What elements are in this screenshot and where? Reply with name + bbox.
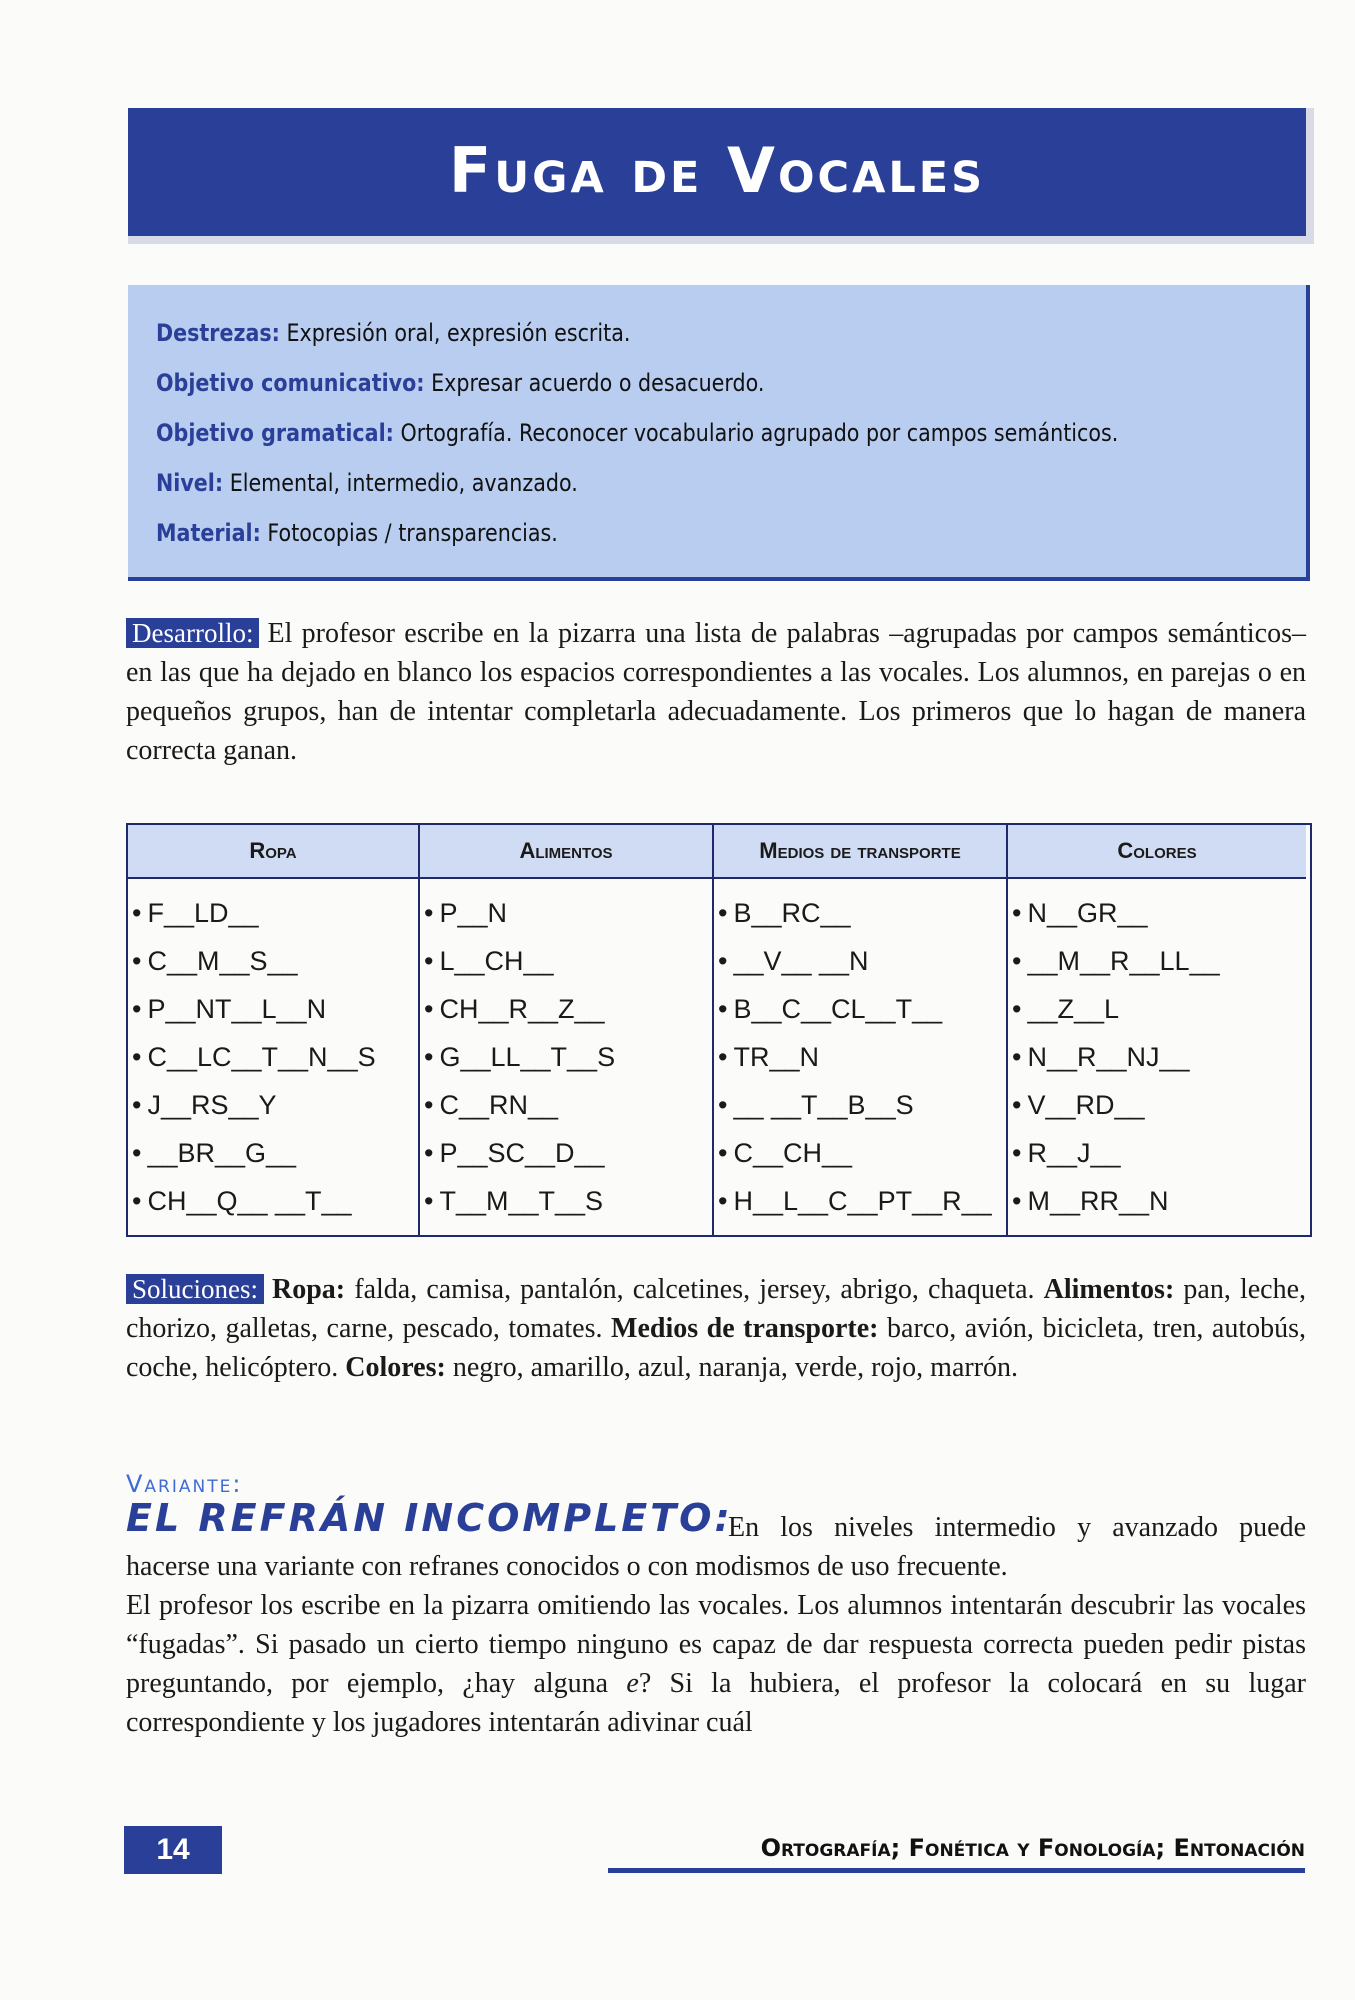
solution-label: Colores: [345, 1352, 446, 1383]
variante-intro [126, 1508, 1306, 1586]
desarrollo-paragraph [126, 614, 1306, 770]
title-banner [128, 108, 1314, 244]
list-item: • G__LL__T__S [424, 1033, 712, 1081]
list-item: • T__M__T__S [424, 1177, 712, 1225]
info-label: Objetivo comunicativo: [156, 369, 425, 397]
footer-rule [608, 1868, 1305, 1873]
info-text: Elemental, intermedio, avanzado. [229, 469, 578, 497]
list-item: • __V__ __N [718, 937, 1006, 985]
list-item: • __ __T__B__S [718, 1081, 1006, 1129]
variante-text: ? Si la hubiera, el profesor la colocará en su lugar correspondiente y los jugadores intentarán adivinar cuál [126, 1668, 1306, 1738]
list-item: • CH__R__Z__ [424, 985, 712, 1033]
list-item: • __BR__G__ [132, 1129, 418, 1177]
variante-intro-text: En los niveles intermedio y avanzado puede hacerse una variante con refranes conocidos o con modismos de uso frecuente. [126, 1512, 1306, 1582]
column-header: Ropa [128, 825, 418, 879]
soluciones-paragraph [126, 1270, 1306, 1387]
solution-label: Medios de transporte: [611, 1313, 879, 1344]
solution-text: falda, camisa, pantalón, calcetines, jersey, abrigo, chaqueta. [354, 1274, 1035, 1305]
word-list [1008, 879, 1306, 1225]
list-item: • J__RS__Y [132, 1081, 418, 1129]
list-item: • P__SC__D__ [424, 1129, 712, 1177]
column-alimentos [420, 825, 714, 1235]
list-item: • C__CH__ [718, 1129, 1006, 1177]
info-label: Material: [156, 519, 261, 547]
info-material [156, 519, 558, 547]
list-item: • L__CH__ [424, 937, 712, 985]
variante-em: e [626, 1668, 639, 1699]
list-item: • V__RD__ [1012, 1081, 1306, 1129]
info-box [128, 285, 1310, 581]
vocabulary-table [126, 823, 1312, 1237]
solution-text: barco, avión, bicicleta, tren, autobús, coche, helicóptero. [126, 1313, 1306, 1383]
list-item: • B__C__CL__T__ [718, 985, 1006, 1033]
desarrollo-text: El profesor escribe en la pizarra una lista de palabras –agrupadas por campos semánticos– en las que ha dejado en blanco los espacios correspondientes a las vocales. Los alumnos, en parejas o en pequeños grupos, han de intentar completarla adecuadamente. Los primeros que lo hagan de manera correcta ganan. [126, 618, 1306, 766]
column-ropa [128, 825, 420, 1235]
list-item: • TR__N [718, 1033, 1006, 1081]
list-item: • __Z__L [1012, 985, 1306, 1033]
info-text: Fotocopias / transparencias. [267, 519, 558, 547]
list-item: • C__M__S__ [132, 937, 418, 985]
info-text: Expresar acuerdo o desacuerdo. [431, 369, 765, 397]
info-label: Destrezas: [156, 319, 280, 347]
solution-label: Alimentos: [1043, 1274, 1175, 1305]
list-item: • C__RN__ [424, 1081, 712, 1129]
list-item: • N__R__NJ__ [1012, 1033, 1306, 1081]
word-list [420, 879, 712, 1225]
info-label: Objetivo gramatical: [156, 419, 394, 447]
variante-paragraph [126, 1586, 1306, 1742]
info-destrezas [156, 319, 630, 347]
info-label: Nivel: [156, 469, 224, 497]
solution-text: negro, amarillo, azul, naranja, verde, rojo, marrón. [452, 1352, 1019, 1383]
soluciones-tag: Soluciones: [126, 1274, 264, 1304]
page-number: 14 [124, 1826, 222, 1874]
solution-text: pan, leche, chorizo, galletas, carne, pescado, tomates. [126, 1274, 1307, 1344]
list-item: • P__N [424, 889, 712, 937]
list-item: • H__L__C__PT__R__ [718, 1177, 1006, 1225]
list-item: • P__NT__L__N [132, 985, 418, 1033]
column-header: Colores [1008, 825, 1306, 879]
info-text: Expresión oral, expresión escrita. [286, 319, 631, 347]
info-nivel [156, 469, 578, 497]
info-objetivo-comunicativo [156, 369, 764, 397]
variante-text: El profesor los escribe en la pizarra omitiendo las vocales. Los alumnos intentarán descubrir las vocales “fugadas”. Si pasado un cierto tiempo ninguno es capaz de dar respuesta correcta pueden pedir pistas preguntando, por ejemplo, ¿hay alguna [126, 1590, 1306, 1699]
info-text: Ortografía. Reconocer vocabulario agrupado por campos semánticos. [400, 419, 1119, 447]
list-item: • N__GR__ [1012, 889, 1306, 937]
word-list [128, 879, 418, 1225]
variante-title: EL REFRÁN INCOMPLETO: [126, 1496, 733, 1540]
list-item: • M__RR__N [1012, 1177, 1306, 1225]
page-title: Fuga de Vocales [448, 134, 986, 207]
footer-section-title: Ortografía; Fonética y Fonología; Entonación [760, 1834, 1305, 1862]
variante-label: Variante: [126, 1470, 243, 1498]
solution-label: Ropa: [272, 1274, 346, 1305]
column-colores [1008, 825, 1306, 1235]
list-item: • F__LD__ [132, 889, 418, 937]
list-item: • __M__R__LL__ [1012, 937, 1306, 985]
desarrollo-tag: Desarrollo: [126, 618, 259, 648]
list-item: • C__LC__T__N__S [132, 1033, 418, 1081]
list-item: • CH__Q__ __T__ [132, 1177, 418, 1225]
column-header: Medios de transporte [714, 825, 1006, 879]
list-item: • R__J__ [1012, 1129, 1306, 1177]
word-list [714, 879, 1006, 1225]
info-objetivo-gramatical [156, 419, 1118, 447]
list-item: • B__RC__ [718, 889, 1006, 937]
column-transporte [714, 825, 1008, 1235]
column-header: Alimentos [420, 825, 712, 879]
